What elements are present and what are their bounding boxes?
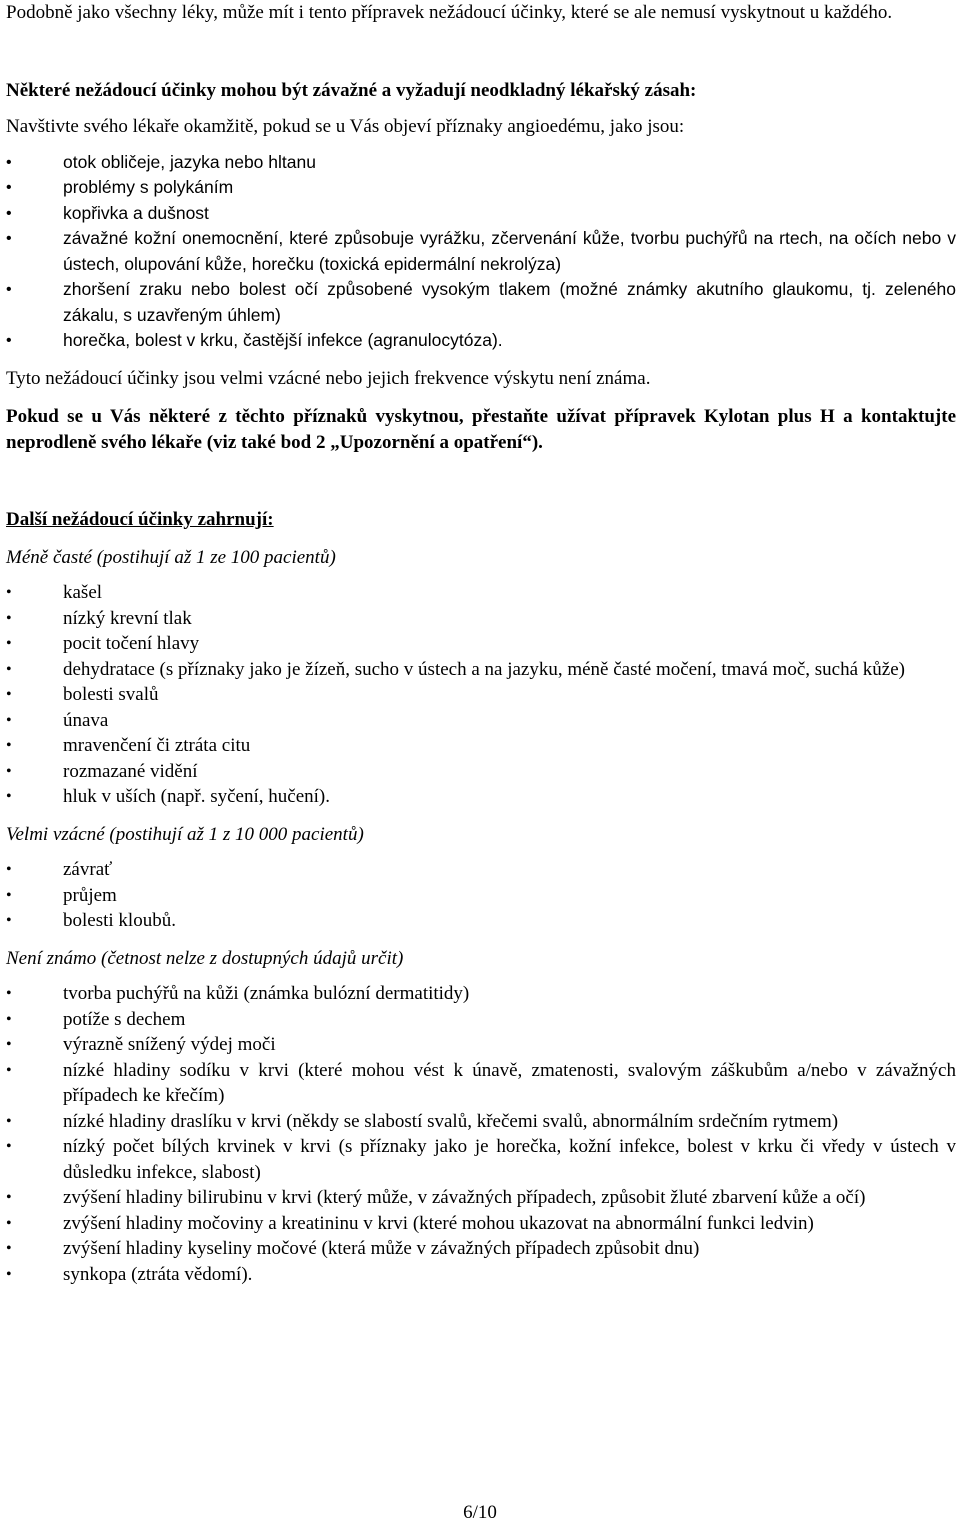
list-item: • průjem xyxy=(6,883,956,909)
angioedema-lead: Navštivte svého lékaře okamžitě, pokud se u Vás objeví příznaky angioedému, jako jsou: xyxy=(6,116,685,137)
list-item: • únava xyxy=(6,708,956,734)
bullet-icon: • xyxy=(6,788,12,805)
bullet-icon: • xyxy=(6,1010,12,1028)
bullet-icon: • xyxy=(6,1214,12,1232)
list-item: • zvýšení hladiny bilirubinu v krvi (který může, v závažných případech, způsobit žluté zbarvení kůže a očí) xyxy=(6,1185,956,1211)
list-item: • problémy s polykáním xyxy=(6,175,956,201)
list-item: • otok obličeje, jazyka nebo hltanu xyxy=(6,150,956,176)
very-rare-list xyxy=(6,857,956,934)
bullet-icon: • xyxy=(6,584,12,601)
list-item: • zvýšení hladiny močoviny a kreatininu v krvi (které mohou ukazovat na abnormální funkci ledvin) xyxy=(6,1211,956,1237)
bullet-icon: • xyxy=(6,912,12,929)
very-rare-label: Velmi vzácné (postihují až 1 z 10 000 pacientů) xyxy=(6,823,364,845)
list-item: • nízký počet bílých krvinek v krvi (s příznaky jako je horečka, kožní infekce, bolest v krku či vředy v ústech v důsledku infekce, slabost) xyxy=(6,1136,956,1183)
bullet-icon: • xyxy=(6,886,12,904)
unknown-frequency-list xyxy=(6,981,956,1287)
list-item: • nízké hladiny draslíku v krvi (někdy se slabostí svalů, křečemi svalů, abnormálním srdečním rytmem) xyxy=(6,1109,956,1135)
other-effects-heading: Další nežádoucí účinky zahrnují: xyxy=(6,509,274,530)
bullet-icon: • xyxy=(6,1240,12,1257)
list-item: • závrať xyxy=(6,857,956,883)
uncommon-label: Méně časté (postihují až 1 ze 100 pacientů) xyxy=(6,546,336,568)
unknown-frequency-label: Není známo (četnost nelze z dostupných údajů určit) xyxy=(6,947,404,969)
uncommon-list xyxy=(6,580,956,810)
list-item: • nízký krevní tlak xyxy=(6,606,956,632)
list-item: • tvorba puchýřů na kůži (známka bulózní dermatitidy) xyxy=(6,981,956,1007)
list-item: • závažné kožní onemocnění, které způsobuje vyrážku, zčervenání kůže, tvorbu puchýřů na rtech, na očích nebo v ústech, olupování kůže, horečku (toxická epidermální nekrolýza) xyxy=(6,228,956,274)
list-item: • potíže s dechem xyxy=(6,1007,956,1033)
list-item: • výrazně snížený výdej moči xyxy=(6,1032,956,1058)
frequency-note: Tyto nežádoucí účinky jsou velmi vzácné nebo jejich frekvence výskytu není známa. xyxy=(6,367,651,389)
angioedema-list xyxy=(6,150,956,354)
list-item: • horečka, bolest v krku, častější infekce (agranulocytóza). xyxy=(6,328,956,354)
bullet-icon: • xyxy=(6,762,12,780)
list-item: • zvýšení hladiny kyseliny močové (která může v závažných případech způsobit dnu) xyxy=(6,1236,956,1262)
list-item: • kopřivka a dušnost xyxy=(6,201,956,227)
list-item: • dehydratace (s příznaky jako je žízeň, sucho v ústech a na jazyku, méně časté močení, tmavá moč, suchá kůže) xyxy=(6,657,956,683)
bullet-icon: • xyxy=(6,660,12,678)
bullet-icon: • xyxy=(6,153,12,171)
bullet-icon: • xyxy=(6,1112,12,1130)
bullet-icon: • xyxy=(6,230,12,247)
bullet-icon: • xyxy=(6,711,12,729)
stop-taking-warning: Pokud se u Vás některé z těchto příznaků vyskytnou, přestaňte užívat přípravek Kylotan plus H a kontaktujte neprodleně svého lékaře (viz také bod 2 „Upozornění a opatření“). xyxy=(6,406,956,453)
list-item: • nízké hladiny sodíku v krvi (které mohou vést k únavě, zmatenosti, svalovým záškubům a/nebo v závažných případech ke křečím) xyxy=(6,1059,956,1106)
bullet-icon: • xyxy=(6,1036,12,1053)
document-page xyxy=(6,0,956,1287)
bullet-icon: • xyxy=(6,1265,12,1283)
bullet-icon: • xyxy=(6,686,12,703)
list-item: • bolesti svalů xyxy=(6,682,956,708)
list-item: • hluk v uších (např. syčení, hučení). xyxy=(6,784,956,810)
bullet-icon: • xyxy=(6,332,12,349)
list-item: • pocit točení hlavy xyxy=(6,631,956,657)
list-item: • mravenčení či ztráta citu xyxy=(6,733,956,759)
list-item: • rozmazané vidění xyxy=(6,759,956,785)
bullet-icon: • xyxy=(6,204,12,222)
bullet-icon: • xyxy=(6,1138,12,1155)
bullet-icon: • xyxy=(6,1061,12,1079)
bullet-icon: • xyxy=(6,281,12,298)
list-item: • synkopa (ztráta vědomí). xyxy=(6,1262,956,1288)
list-item: • kašel xyxy=(6,580,956,606)
page-number: 6/10 xyxy=(463,1502,497,1523)
bullet-icon: • xyxy=(6,737,12,754)
intro-paragraph: Podobně jako všechny léky, může mít i tento přípravek nežádoucí účinky, které se ale nemusí vyskytnout u každého. xyxy=(6,2,893,23)
bullet-icon: • xyxy=(6,635,12,652)
bullet-icon: • xyxy=(6,179,12,196)
bullet-icon: • xyxy=(6,985,12,1002)
serious-effects-heading: Některé nežádoucí účinky mohou být závažné a vyžadují neodkladný lékařský zásah: xyxy=(6,79,697,101)
list-item: • zhoršení zraku nebo bolest očí způsobené vysokým tlakem (možné známky akutního glaukomu, tj. zeleného zákalu, s uzavřeným úhlem) xyxy=(6,279,956,325)
bullet-icon: • xyxy=(6,861,12,878)
bullet-icon: • xyxy=(6,609,12,627)
list-item: • bolesti kloubů. xyxy=(6,908,956,934)
bullet-icon: • xyxy=(6,1189,12,1206)
